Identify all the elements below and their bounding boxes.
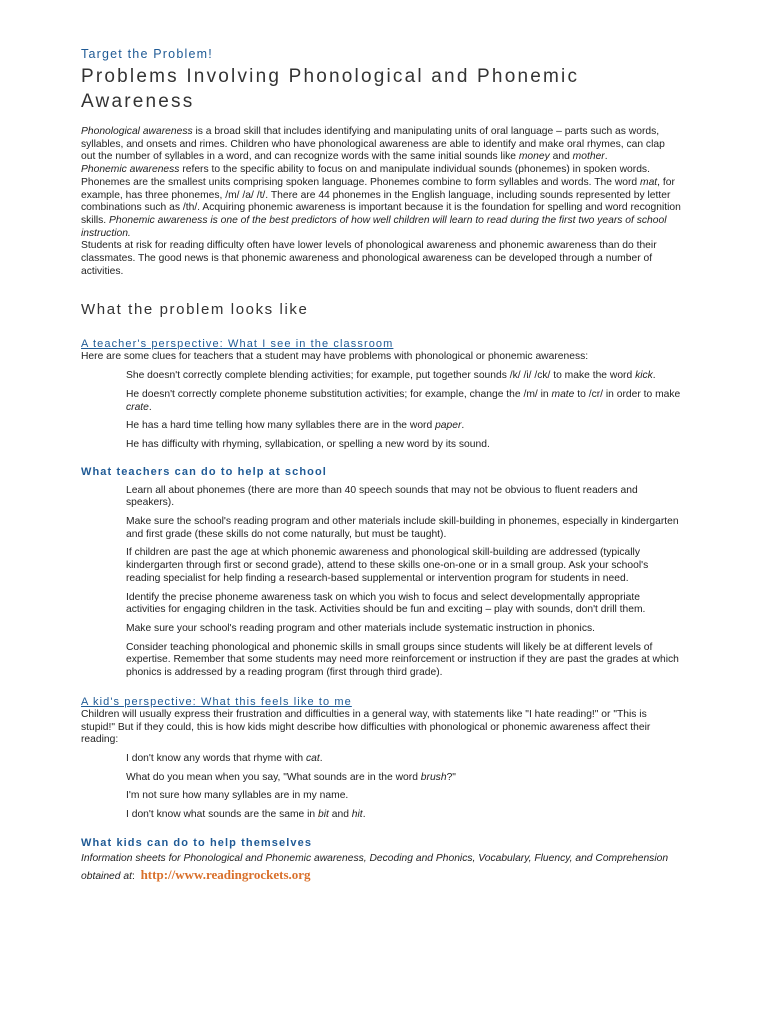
intro-paragraph-2 — [81, 164, 681, 240]
teacher-perspective-link[interactable]: A teacher's perspective: What I see in the classroom — [81, 338, 394, 351]
example-kick: kick — [635, 370, 653, 382]
kid-perspective-link[interactable]: A kid's perspective: What this feels like to me — [81, 695, 352, 708]
kid-perspective-lead: Children will usually express their frustration and difficulties in a general way, with statements like "I hate reading!" or "This is stupid!" But if they could, this is how kids might describe how difficulties with phonological or phonemic awareness affect their reading: — [81, 708, 651, 746]
page-title: Problems Involving Phonological and Phonemic Awareness — [81, 66, 580, 112]
sources-text: Information sheets for Phonological and Phonemic awareness, Decoding and Phonics, Vocabulary, Fluency, and Comprehension obtained at — [81, 852, 669, 882]
list-item: Consider teaching phonological and phonemic skills in small groups since students will likely be at different levels of expertise. Remember that some students may need more reinforcement or instruction if they are past the grades at which phonics is addressed by a reading program (first through third grade). — [126, 641, 679, 679]
list-item — [126, 753, 681, 766]
example-brush: brush — [420, 771, 447, 783]
item-end: . — [148, 401, 152, 413]
item-text: What do you mean when you say, "What sounds are in the word — [126, 771, 421, 783]
item-end: ?" — [446, 771, 456, 783]
teachers-help-list — [81, 485, 681, 680]
item-text: He doesn't correctly complete phoneme substitution activities; for example, change the /m/ in — [126, 388, 552, 400]
item-end: . — [319, 752, 323, 764]
kid-statements-list — [81, 753, 681, 822]
list-item: Learn all about phonemes (there are more than 40 speech sounds that may not be obvious to fluent readers and speakers). — [126, 484, 638, 509]
item-end: . — [461, 420, 465, 432]
example-crate: crate — [126, 401, 149, 413]
example-cat: cat — [305, 752, 320, 764]
item-text: to /cr/ in order to make — [574, 388, 681, 400]
sources-colon: : — [131, 870, 135, 882]
example-mate: mate — [551, 388, 575, 400]
intro-paragraph-3: Students at risk for reading difficulty often have lower levels of phonological awareness and phonemic awareness than do their classmates. The good news is that phonemic awareness and phonological awareness can be developed through a number of activities. — [81, 240, 657, 277]
example-mother: mother — [572, 151, 605, 163]
intro-paragraph-1 — [81, 126, 681, 164]
intro-text-2b: , for example, has three phonemes, /m/ /a/ /t/. There are 44 phonemes in the English language, including sounds represented by letter combinations such as /th/. Acquiring phonemic awareness is important because it is the foundation for spelling and word recognition skills. — [81, 176, 681, 226]
list-item: Identify the precise phoneme awareness task on which you wish to focus and select developmentally appropriate activities for engaging children in the task. Activities should be fun and exciting – play with sounds, don't drill them. — [126, 591, 646, 616]
term-phonological: Phonological awareness — [81, 126, 193, 137]
intro-emphasis: Phonemic awareness is one of the best predictors of how well children will learn to read during the first two years of school instruction. — [81, 214, 667, 239]
example-bit: bit — [318, 809, 329, 821]
intro-text-1: is a broad skill that includes identifying and manipulating units of oral language – parts such as words, syllables, and onsets and rimes. Children who have phonological awareness are able to identify and make oral rhymes, can clap out the number of syllables in a word, and can recognize words with the same initial sounds like — [81, 126, 665, 163]
item-and: and — [328, 809, 352, 821]
teacher-clues-list — [81, 370, 681, 452]
example-hit: hit — [351, 809, 363, 821]
list-item — [126, 370, 681, 383]
list-item: He has difficulty with rhyming, syllabication, or spelling a new word by its sound. — [126, 438, 490, 450]
intro-text-2a: refers to the specific ability to focus on and manipulate individual sounds (phonemes) in spoken words. Phonemes are the smallest units comprising spoken language. Phonemes combine to form syllables and words. The word — [81, 164, 650, 188]
list-item — [126, 389, 681, 414]
term-phonemic: Phonemic awareness — [81, 164, 180, 176]
list-item: Make sure your school's reading program and other materials include systematic instruction in phonics. — [126, 622, 595, 634]
intro-and: and — [549, 151, 573, 163]
item-text: I don't know what sounds are the same in — [126, 809, 318, 821]
readingrockets-link[interactable]: http://www.readingrockets.org — [140, 866, 311, 882]
example-paper: paper — [435, 420, 462, 432]
item-text: She doesn't correctly complete blending activities; for example, put together sounds /k/ /i/ /ck/ to make the word — [126, 370, 636, 382]
section-heading-problem: What the problem looks like — [81, 301, 309, 319]
list-item — [126, 809, 681, 822]
item-text: I don't know any words that rhyme with — [126, 752, 306, 764]
kids-help-heading: What kids can do to help themselves — [81, 836, 313, 849]
teachers-help-heading: What teachers can do to help at school — [81, 465, 327, 478]
item-text: He has a hard time telling how many syllables there are in the word — [126, 420, 436, 432]
list-item — [126, 772, 681, 785]
list-item — [126, 420, 681, 433]
intro-section — [81, 126, 681, 278]
list-item: Make sure the school's reading program and other materials include skill-building in phonemes, especially in kindergarten and first grade (these skills do not come naturally, but must be taught). — [126, 516, 679, 540]
document-content — [81, 46, 681, 885]
list-item: If children are past the age at which phonemic awareness and phonological skill-building are addressed (typically kindergarten through first or second grade), attend to these skills one-on-one or in a small group. Ask your school's reading specialist for help finding a research-based supplemental or intervention program for students in need. — [126, 547, 649, 584]
example-money: money — [518, 151, 550, 163]
teacher-perspective-lead: Here are some clues for teachers that a student may have problems with phonological or phonemic awareness: — [81, 351, 589, 363]
example-mat: mat — [640, 176, 658, 188]
intro-end-1: . — [604, 151, 608, 163]
item-end: . — [362, 809, 366, 821]
sources-note — [81, 851, 681, 885]
list-item: I'm not sure how many syllables are in my name. — [126, 790, 349, 802]
item-end: . — [652, 370, 656, 382]
eyebrow-label: Target the Problem! — [81, 47, 213, 61]
